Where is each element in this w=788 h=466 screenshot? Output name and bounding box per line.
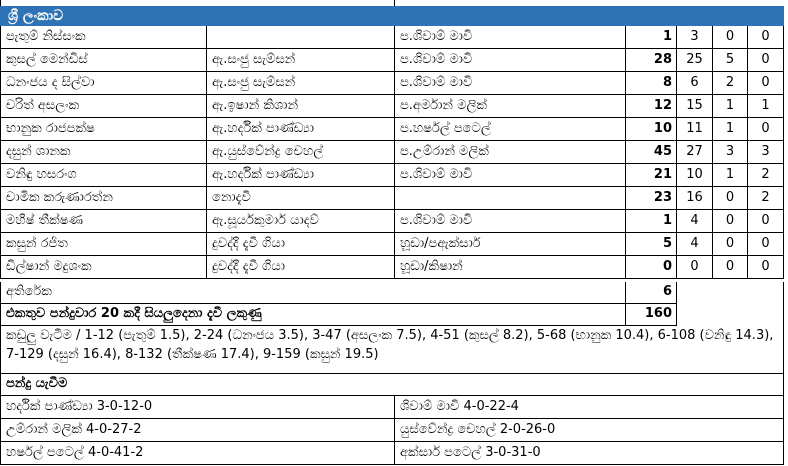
batter-dismissal: ඇ.ඉෂාන් කිශාන් xyxy=(207,95,395,118)
extras-value: 6 xyxy=(626,282,677,304)
batter-dismissal: දුවද්දී දැවී ගියා xyxy=(207,256,395,279)
batter-sixes: 3 xyxy=(748,141,784,164)
batter-dismissal: ඇ.හර්දික් පාණ්ඩ්‍යා xyxy=(207,118,395,141)
batter-name: චරිත් අසලංක xyxy=(0,95,207,118)
batter-runs: 23 xyxy=(626,187,677,210)
batter-name: දසුන් ශානක xyxy=(0,141,207,164)
batter-fours: 5 xyxy=(713,49,748,72)
batter-balls: 15 xyxy=(677,95,713,118)
batter-runs: 21 xyxy=(626,164,677,187)
batter-fours: 0 xyxy=(713,187,748,210)
batter-runs: 8 xyxy=(626,72,677,95)
batter-balls: 0 xyxy=(677,256,713,279)
batter-fours: 1 xyxy=(713,164,748,187)
team-header: ශ්‍රී ලංකාව xyxy=(0,6,784,26)
batter-balls: 27 xyxy=(677,141,713,164)
batter-dismissal: ඇ.හර්දික් පාණ්ඩ්‍යා xyxy=(207,164,395,187)
batter-fours: 0 xyxy=(713,26,748,49)
batter-fours: 3 xyxy=(713,141,748,164)
batter-runs: 10 xyxy=(626,118,677,141)
batter-name: මහීෂ් තීක්ෂණ xyxy=(0,210,207,233)
batter-sixes: 2 xyxy=(748,164,784,187)
batter-balls: 16 xyxy=(677,187,713,210)
batter-fours: 1 xyxy=(713,118,748,141)
bowling-right-cell: යුස්වේන්ද්‍ර චෙහල් 2-0-26-0 xyxy=(395,419,784,442)
batter-bowler: හූඩා/කිෂාන් xyxy=(395,256,626,279)
batter-sixes: 2 xyxy=(748,187,784,210)
extras-label: අතිරේක xyxy=(0,282,626,304)
batter-sixes: 0 xyxy=(748,72,784,95)
batter-balls: 11 xyxy=(677,118,713,141)
batter-fours: 0 xyxy=(713,256,748,279)
batter-dismissal: නොදැවී xyxy=(207,187,395,210)
batter-name: ධනංජය ද සිල්වා xyxy=(0,72,207,95)
bowling-right-cell: අක්සාර් පටෙල් 3-0-31-0 xyxy=(395,442,784,465)
batter-sixes: 0 xyxy=(748,26,784,49)
bowling-header: පන්දු යැවීම xyxy=(0,374,784,396)
batter-runs: 12 xyxy=(626,95,677,118)
batter-sixes: 0 xyxy=(748,49,784,72)
batter-balls: 10 xyxy=(677,164,713,187)
batter-balls: 4 xyxy=(677,233,713,256)
batter-bowler: ප.ශිවාම් මාවි xyxy=(395,26,626,49)
total-label: එකතුව පන්දුවාර 20 කදී සියලුදෙනා දැවී ලකුණු xyxy=(0,304,626,326)
batter-bowler: ප.අර්මාන් මලික් xyxy=(395,95,626,118)
batter-bowler: ප.උම්රාන් මලික් xyxy=(395,141,626,164)
batter-name: භානුක රාජපක්ෂ xyxy=(0,118,207,141)
batter-dismissal: දුවද්දී දැවී ගියා xyxy=(207,233,395,256)
batter-runs: 5 xyxy=(626,233,677,256)
batter-fours: 0 xyxy=(713,210,748,233)
batter-balls: 3 xyxy=(677,26,713,49)
batter-bowler: ප.ශිවාම් මාවි xyxy=(395,210,626,233)
batter-sixes: 0 xyxy=(748,210,784,233)
batter-bowler xyxy=(395,187,626,210)
batter-fours: 2 xyxy=(713,72,748,95)
batter-bowler: ප.හර්ෂල් පටෙල් xyxy=(395,118,626,141)
batter-runs: 0 xyxy=(626,256,677,279)
batter-name: චාමික කරුණාරත්න xyxy=(0,187,207,210)
batter-fours: 1 xyxy=(713,95,748,118)
batter-sixes: 0 xyxy=(748,256,784,279)
batter-sixes: 0 xyxy=(748,118,784,141)
fall-of-wickets: කඩුලු වැටීම / 1-12 (පැතුම් 1.5), 2-24 (ධනංජය 3.5), 3-47 (අසලංක 7.5), 4-51 (කුසල් 8.2), 5-68 (භානුක 10.4), 6-108 (වනිඳු 14.3), 7-129 (දසුන් 16.4), 8-132 (තීක්ෂණ 17.4), 9-159 (කසුන් 19.5) xyxy=(0,326,784,374)
batter-name: කුසල් මෙන්ඩිස් xyxy=(0,49,207,72)
batter-dismissal: ඇ.යුස්වේන්ද්‍ර චෙහල් xyxy=(207,141,395,164)
batter-dismissal: ඇ.සංජු සැම්සන් xyxy=(207,49,395,72)
batter-runs: 28 xyxy=(626,49,677,72)
batter-dismissal xyxy=(207,26,395,49)
bowling-left-cell: උම්රාන් මලික් 4-0-27-2 xyxy=(0,419,395,442)
batter-name: වනිඳු හසරංග xyxy=(0,164,207,187)
right-filler xyxy=(677,282,784,326)
bowling-right-cell: ශිවාම් මාවි 4-0-22-4 xyxy=(395,396,784,419)
batter-bowler: හූඩා/පඇක්සාර් xyxy=(395,233,626,256)
batter-runs: 1 xyxy=(626,26,677,49)
batter-sixes: 0 xyxy=(748,233,784,256)
batter-dismissal: ඇ.සංජු සැම්සන් xyxy=(207,72,395,95)
total-value: 160 xyxy=(626,304,677,326)
batter-bowler: ප.ශිවාම් මාවි xyxy=(395,72,626,95)
batter-name: කසුන් රජිත xyxy=(0,233,207,256)
batter-balls: 4 xyxy=(677,210,713,233)
bowling-left-cell: හර්දික් පාණ්ඩ්‍යා 3-0-12-0 xyxy=(0,396,395,419)
batter-balls: 25 xyxy=(677,49,713,72)
batter-bowler: ප.ශිවාම් මාවි xyxy=(395,49,626,72)
batter-name: පැතුම් නිස්සංක xyxy=(0,26,207,49)
batter-dismissal: ඇ.සූර්යකුමාර් යාදව් xyxy=(207,210,395,233)
batter-sixes: 1 xyxy=(748,95,784,118)
batter-balls: 6 xyxy=(677,72,713,95)
batter-runs: 45 xyxy=(626,141,677,164)
bowling-left-cell: හර්ෂල් පටෙල් 4-0-41-2 xyxy=(0,442,395,465)
batter-name: ඩිල්ෂාන් මදුශංක xyxy=(0,256,207,279)
batter-runs: 1 xyxy=(626,210,677,233)
batter-fours: 0 xyxy=(713,233,748,256)
batter-bowler: ප.ශිවාම් මාවි xyxy=(395,164,626,187)
